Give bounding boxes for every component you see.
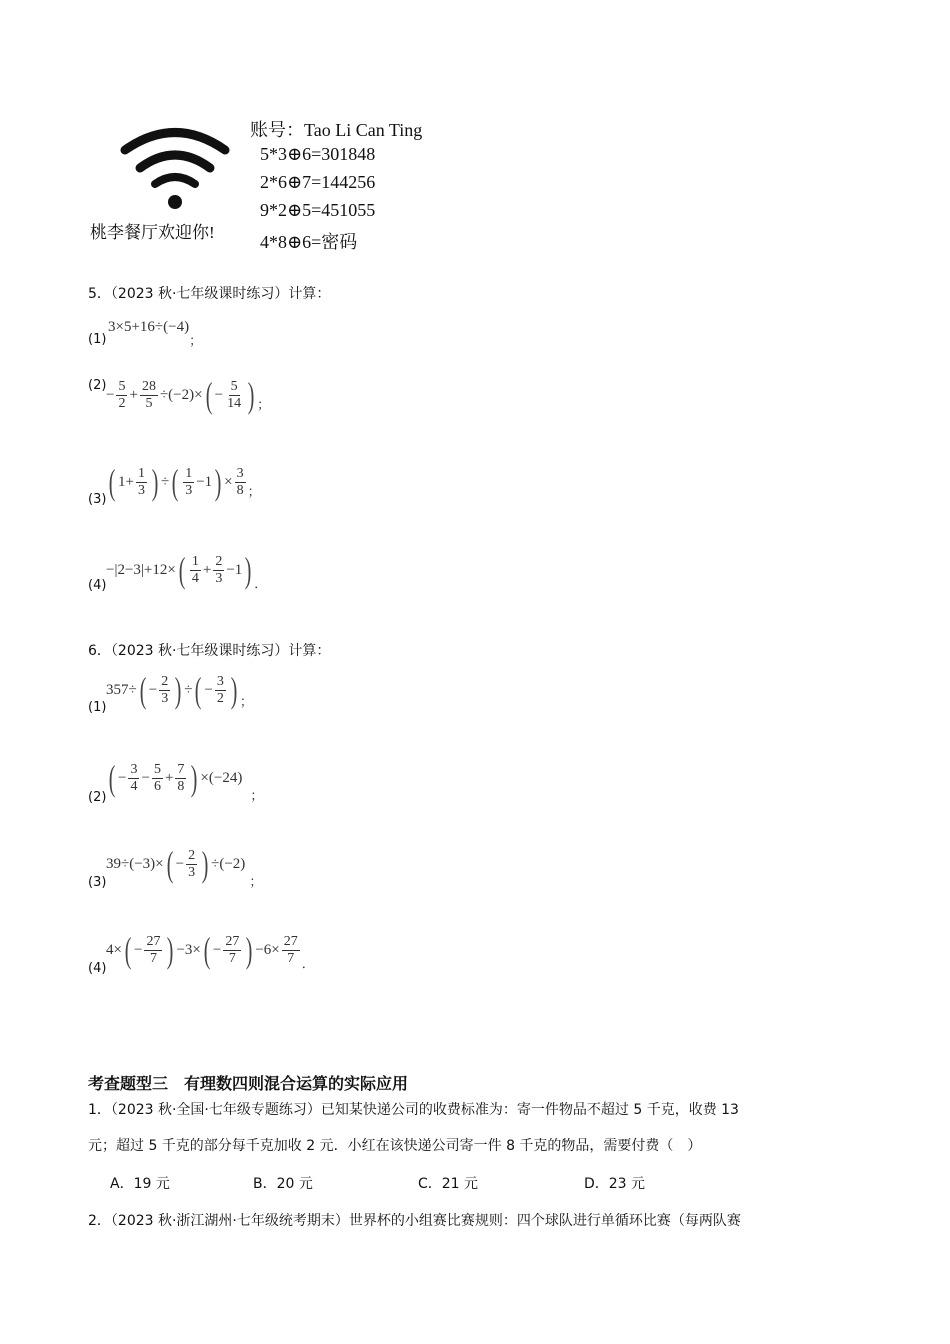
- q6-expr3-text-b: ÷(−2): [211, 855, 246, 872]
- q6-expr3-text-a: 39÷(−3)×: [106, 855, 164, 872]
- q5-part1-label: (1): [88, 332, 107, 347]
- wifi-eq3: 9*2⊕5=451055: [260, 200, 376, 220]
- q5-expr4: −|2−3|+12× ( $\frac{1}{4}$ + $\frac{2}{3}$ −1 ) ．: [106, 550, 268, 592]
- section-heading: 考查题型三 有理数四则混合运算的实际应用: [88, 1074, 409, 1093]
- q5-punct4: ．: [254, 576, 268, 592]
- q5-part4-label: (4): [88, 578, 107, 593]
- option-b: B．20 元: [253, 1176, 313, 1192]
- q6-part2-label: (2): [88, 790, 107, 805]
- q6-punct1: ；: [239, 694, 253, 710]
- s3-q2-line1: 2．（2023 秋·浙江湖州·七年级统考期末）世界杯的小组赛比赛规则：四个球队进行单循环比赛（每两队赛: [88, 1213, 741, 1229]
- option-d: D．23 元: [584, 1176, 646, 1192]
- q5-punct2: ；: [257, 397, 271, 413]
- q5-punct3: ；: [247, 484, 261, 500]
- wifi-eq2: 2*6⊕7=144256: [260, 172, 376, 192]
- q6-part4-label: (4): [88, 961, 107, 976]
- wifi-icon: [115, 120, 235, 215]
- q6-punct3: ；: [249, 874, 263, 890]
- option-a: A．19 元: [110, 1176, 170, 1192]
- q5-part3-label: (3): [88, 492, 107, 507]
- q5-punct1: ；: [189, 334, 203, 349]
- wifi-image: [85, 110, 455, 260]
- wifi-account: 账号：Tao Li Can Ting: [250, 120, 423, 140]
- wifi-eq1: 5*3⊕6=301848: [260, 144, 376, 164]
- q5-expr1: [108, 316, 203, 349]
- q5-expr3: ( 1+ $\frac{1}{3}$ ) ÷ ( $\frac{1}{3}$ −1 ) × $\frac{3}{8}$ ；: [108, 462, 261, 502]
- s3-q1-line2: 元；超过 5 千克的部分每千克加收 2 元．小红在该快递公司寄一件 8 千克的物品，需要付费（ ）: [88, 1138, 702, 1154]
- q6-part3-label: (3): [88, 875, 107, 890]
- q5-part2-label: (2): [88, 378, 107, 393]
- q5-expr1-text: 3×5+16÷(−4): [108, 319, 190, 335]
- q5-expr4-text: −|2−3|+12×: [106, 561, 176, 578]
- q6-expr1: 357÷ ( − $\frac{2}{3}$ ) ÷ ( − $\frac{3}{2}$ ) ；: [106, 670, 253, 710]
- wifi-welcome: 桃李餐厅欢迎你!: [90, 223, 215, 242]
- q5-title: 5．（2023 秋·七年级课时练习）计算：: [88, 286, 331, 302]
- q6-punct4: ．: [301, 956, 315, 972]
- q6-expr4: 4× ( − $\frac{27}{7}$ ) −3× ( − $\frac{27}{7}$ ) −6× $\frac{27}{7}$ ．: [106, 930, 315, 972]
- q6-punct2: ；: [250, 788, 264, 804]
- wifi-eq4: 4*8⊕6=密码: [260, 232, 358, 252]
- q6-title: 6．（2023 秋·七年级课时练习）计算：: [88, 643, 331, 659]
- option-c: C．21 元: [418, 1176, 479, 1192]
- q6-part1-label: (1): [88, 700, 107, 715]
- q6-expr3: 39÷(−3)× ( − $\frac{2}{3}$ ) ÷(−2) ；: [106, 844, 263, 890]
- q6-expr2: ( − $\frac{3}{4}$ − $\frac{5}{6}$ + $\frac{7}{8}$ ) ×(−24) ；: [108, 758, 264, 804]
- s3-q1-line1: 1．（2023 秋·全国·七年级专题练习）已知某快递公司的收费标准为：寄一件物品不超过 5 千克，收费 13: [88, 1102, 739, 1118]
- q5-expr2: − $\frac{5}{2}$ + $\frac{28}{5}$ ÷(−2)× ( − $\frac{5}{14}$ ) ；: [106, 375, 271, 415]
